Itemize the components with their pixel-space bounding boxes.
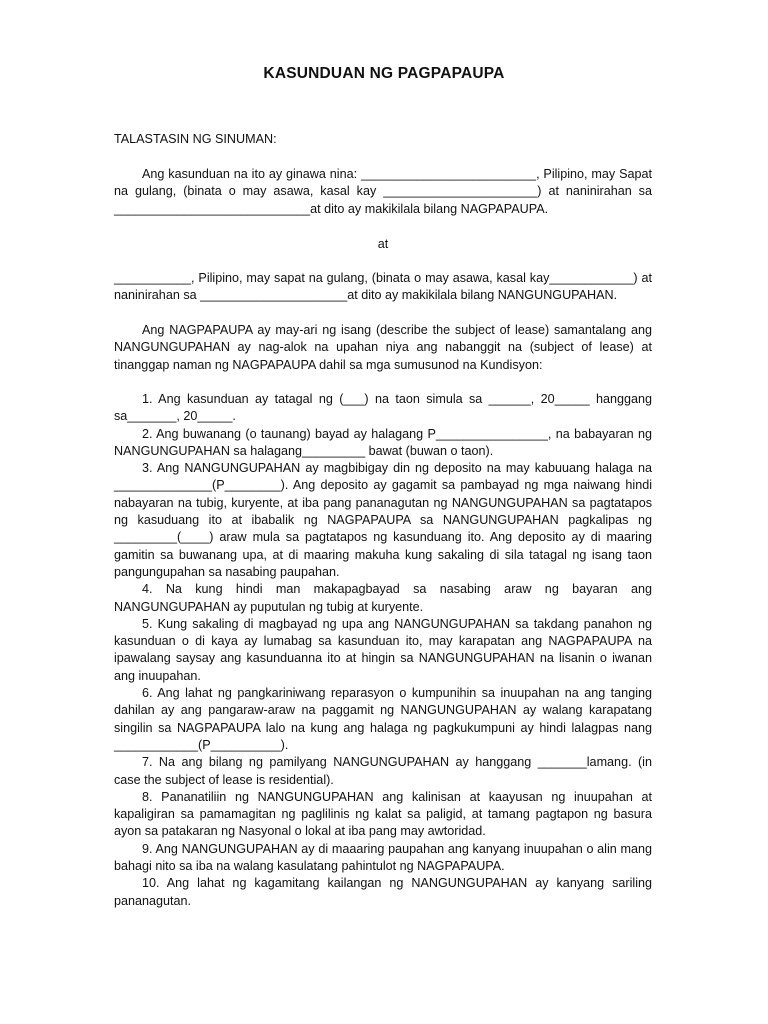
lessee-text: ___________, Pilipino, may sapat na gulang, (binata o may asawa, kasal kay____________) at naninirahan sa _____________________at dito ay makikilala bilang NANGUNGUPAHAN.	[114, 271, 652, 303]
condition-item: 1. Ang kasunduan ay tatagal ng (___) na taon simula sa ______, 20_____ hanggang sa_______, 20_____.	[114, 392, 652, 424]
salutation: TALASTASIN NG SINUMAN:	[114, 132, 277, 146]
parties-lessee-paragraph	[114, 270, 652, 305]
conjunction-at: at	[377, 237, 389, 251]
condition-item: 10. Ang lahat ng kagamitang kailangan ng NANGUNGUPAHAN ay kanyang sariling pananagutan.	[114, 876, 652, 908]
condition-item: 8. Pananatiliin ng NANGUNGUPAHAN ang kalinisan at kaayusan ng inuupahan at kapaligiran sa pamamagitan ng paglilinis ng kalat sa paligid, at tamang pagtapon ng basura ayon sa patakaran ng Nasyonal o lokal at iba pang may awtoridad.	[114, 789, 652, 839]
condition-item: 7. Na ang bilang ng pamilyang NANGUNGUPAHAN ay hanggang _______lamang. (in case the subject of lease is residential).	[114, 755, 652, 787]
intro-text: Ang NAGPAPAUPA ay may-ari ng isang (describe the subject of lease) samantalang ang NANGUNGUPAHAN ay nag-alok na upahan niya ang nabanggit na (subject of lease) at tinanggap naman ng NAGPAPAUPA dahil sa mga sumusunod na Kundisyon:	[114, 323, 652, 372]
intro-paragraph	[114, 322, 652, 374]
condition-item: 6. Ang lahat ng pangkariniwang reparasyon o kumpunihin sa inuupahan na ang tanging dahilan ay ang pangaraw-araw na paggamit ng NANGUNGUPAHAN ay walang karapatang singilin sa NAGPAPAUPA lalo na kung ang halaga ng pagkukumpuni ay hindi lalagpas nang ____________(P__________).	[114, 686, 652, 752]
condition-item: 3. Ang NANGUNGUPAHAN ay magbibigay din ng deposito na may kabuuang halaga na ______________(P________). Ang deposito ay gagamit sa pambayad ng mga naiwang hindi nabayaran na tubig, kuryente, at iba pang pananagutan ng NANGUNGUPAHAN sa pagtatapos ng kasuduang ito at ibabalik ng NAGPAPAUPA sa NANGUNGUPAHAN pagkalipas ng _________(____) araw mula sa pagtatapos ng kasunduang ito. Ang deposito ay di maaring gamitin sa buwanang upa, at di maaring makuha kung sakaling di sila tatagal ng isang taon pangungupahan sa nasabing paupahan.	[114, 461, 652, 579]
conditions-list	[114, 391, 652, 910]
condition-item: 2. Ang buwanang (o taunang) bayad ay halagang P________________, na babayaran ng NANGUNGUPAHAN sa halagang_________ bawat (buwan o taon).	[114, 426, 652, 458]
condition-item: 5. Kung sakaling di magbayad ng upa ang NANGUNGUPAHAN sa takdang panahon ng kasunduan o di kaya ay lumabag sa kasunduan ito, may karapatan ang NAGPAPAUPA na ipawalang saysay ang kasunduanna ito at hingin sa NANGUNGUPAHAN na lisanin o iwanan ang inuupahan.	[114, 616, 652, 683]
parties-lessor-paragraph	[114, 166, 652, 218]
lessor-text: Ang kasunduan na ito ay ginawa nina: _________________________, Pilipino, may Sapat na gulang, (binata o may asawa, kasal kay ______________________) at naninirahan sa ____________________________at dito ay makikilala bilang NAGPAPAUPA.	[114, 167, 652, 216]
condition-item: 4. Na kung hindi man makapagbayad sa nasabing araw ng bayaran ang NANGUNGUPAHAN ay puputulan ng tubig at kuryente.	[114, 582, 652, 614]
document-title: KASUNDUAN NG PAGPAPAUPA	[263, 65, 505, 82]
condition-item: 9. Ang NANGUNGUPAHAN ay di maaaring paupahan ang kanyang inuupahan o alin mang bahagi nito sa iba na walang kasulatang pahintulot ng NAGPAPAUPA.	[114, 841, 652, 874]
